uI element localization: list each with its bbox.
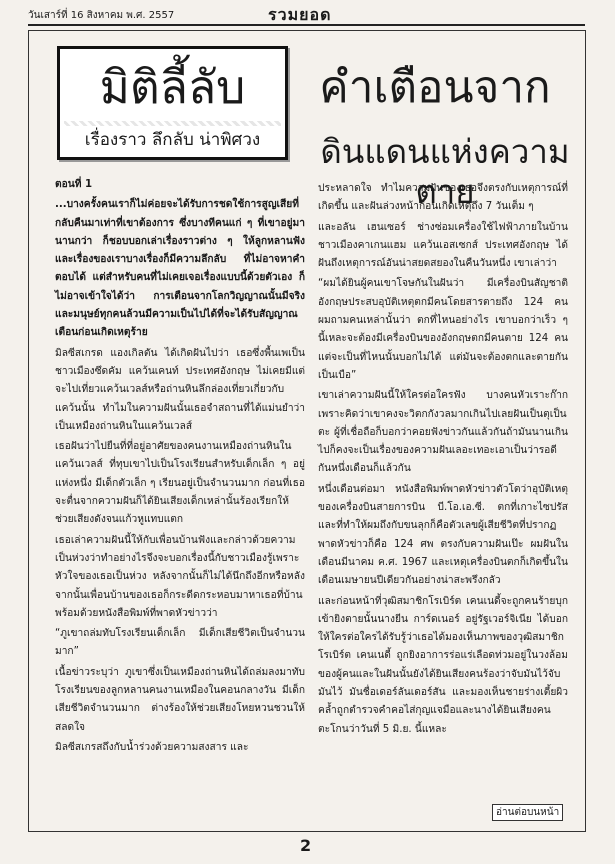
article-title-line2: ดินแดนแห่งความตาย [320, 132, 570, 211]
column-name: มิติลี้ลับ [64, 53, 281, 121]
quote: “ผมได้ยินผู้คนเขาโจษกันในฝันว่า มีเครื่องบินสัญชาติอังกฤษประสบอุบัติเหตุตกมีคนโดยสารตายถึง 124 คน ผมถามคนเหล่านั้นว่า ตกที่ไหนอย่างไร เขาบอกว่าเร็ว ๆ นี้เหละจะต้องมีเครื่องบินของอังกฤษตกมีคนตาย 124 คน แต่จะเป็นที่ไหนนั้นบอกไม่ได้ แต่มันจะต้องตกและตายกันเป็นเบือ” [318, 278, 568, 381]
paragraph: เขาเล่าความฝันนี้ให้ใครต่อใครฟัง บางคนหัวเราะก๊าก เพราะคิดว่าเขาคงจะวิตกกังวลมากเกินไปเลยฝันเป็นตุเป็นตะ ผู้ที่เชื่อถือก็บอกว่าคอยฟังข่าวกันแล้วกันถ้ามันนานเกินไปก็คงจะเป็นเรื่องของความฝันเลอะเทอะเอาเป็นว่ารอดีกันหนึ่งเดือนก็แล้วกัน [318, 390, 568, 475]
episode-label: ตอนที่ 1 [55, 179, 93, 190]
paragraph: เธอฝันว่าไปยืนที่ที่อยู่อาศัยของคนงานเหมืองถ่านหินในแคว้นเวลส์ ที่ทุบเขาไปเป็นโรงเรียนสำหรับเด็กเล็ก ๆ อยู่แห่งหนึ่ง มีเด็กตัวเล็ก ๆ เรียนอยู่เป็นจำนวนมาก ก่อนที่เธอจะตื่นจากความฝันก็ได้ยินเสียงเด็กเหล่านั้นร้องเรียกให้ช่วยเสียงดังจนแก้วหูแทบแตก [55, 441, 305, 526]
right-column [318, 180, 568, 741]
left-column [55, 176, 305, 759]
publication-logo: รวมยอด [268, 5, 332, 24]
paragraph: มิลซีสเกรด แองเกิลตัน ได้เกิดฝันไปว่า เธอซึ่งพื้นเพเป็นชาวเมืองซึดคัม แคว้นเคนท์ ประเทศอังกฤษ ไม่เคยมีแต่จะไปเที่ยวแคว้นเวลส์หรือถ่านหินลึกล่องเที่ยวเกี่ยวกับแคว้นนั้น ทำไมในความฝันนั้นเธอจำสถานที่ได้แม่นยำว่าเป็นเหมืองถ่านหินในแคว้นเวลส์ [55, 347, 305, 432]
paragraph: เธอเล่าความฝันนี้ให้กับเพื่อนบ้านฟังและกล่าวด้วยความเป็นห่วงว่าทำอย่างไรจึงจะบอกเรื่องนี้กับชาวเมืองรู้เพราะหัวใจของเธอเป็นห่วง หลังจากนั้นก็ไม่ได้นึกถึงอีกหรือหลังจากนั้นเพื่อนบ้านของเธอก็กระดีดกระหอบมาหาเธอที่บ้านพร้อมด้วยหนังสือพิมพ์ที่พาดหัวข่าวว่า [55, 534, 305, 619]
column-tagline: เรื่องราว ลึกลับ น่าพิศวง [64, 126, 281, 153]
paragraph: และก่อนหน้าที่วุฒิสมาชิกโรเบิร์ต เคนเนดี้จะถูกคนร้ายบุกเข้ายิงตายนั้นนางยีน การ์ดเนอร์ อยู่รัฐเวอร์จิเนีย ได้บอกให้ใครต่อใครได้รับรู้ว่าเธอได้มองเห็นภาพของวุฒิสมาชิกโรเบิร์ต เคนเนดี้ ถูกยิงอาการร่อแร่เลือดท่วมอยู่ในวงล้อมของผู้คนและในฝันนั้นยังได้ยินเสียงคนร้องว่าจับมันไว้จับมันไว้ มันชื่อเดอร์ลันเดอร์สัน และมองเห็นชายร่างเตี้ยผิวคล้ำถูกตำรวจคำคอไส่กุญแจมือและนางได้ยินเสียงคนตะโกนว่าวันที่ 5 มิ.ย. นี้แหละ [318, 595, 568, 735]
issue-date: วันเสาร์ที่ 16 สิงหาคม พ.ศ. 2557 [28, 10, 175, 21]
paragraph: มิลซีสเกรสถึงกับน้ำร่วงด้วยความสงสาร และ [55, 741, 249, 753]
header-rule [28, 24, 585, 26]
page-number: 2 [300, 836, 312, 855]
intro-paragraph: ...บางครั้งคนเราก็ไม่ค่อยจะได้รับการชดใช้การสูญเสียที่กลับคืนมาเท่าที่เขาต้องการ ซึ่งบางทีคนแก่ ๆ ที่เขาอยู่มานานกว่า ก็ชอบบอกเล่าเรื่องราวต่าง ๆ ให้ลูกหลานฟัง และเรื่องของเราบางเรื่องก็มีความลึกลับ ที่ไม่อาจหาคำตอบได้ แต่สำหรับคนที่ไม่เคยเจอเรื่องแบบนี้ด้วยตัวเอง ก็ไม่อาจเข้าใจได้ว่า การเตือนจากโลกวิญญาณนั้นมีจริง และมนุษย์ทุกคนล้วนมีความเป็นไปได้ที่จะได้รับสัญญาณเตือนก่อนเกิดเหตุร้าย [55, 199, 305, 339]
paragraph: และอลัน เฮนเซอร์ ช่างซ่อมเครื่องใช้ไฟฟ้าภายในบ้านชาวเมืองคาเกนแฮม แคว้นเอสเซกส์ ประเทศอังกฤษ ได้ฝันถึงเหตุการณ์อันน่าสยดสยองในคืนวันหนึ่ง เขาเล่าว่า [318, 221, 568, 270]
article-title-line1: คำเตือนจาก [319, 62, 551, 113]
column-logo [57, 46, 288, 160]
paragraph: เนื้อข่าวระบุว่า ภูเขาซึ่งเป็นเหมืองถ่านหินได้ถล่มลงมาทับโรงเรียนของลูกหลานคนงานเหมืองในคอนกลางวัน มีเด็กเสียชีวิตจำนวนมาก ต่างร้องให้ช่วยเสียงโหยหวนชวนให้สลดใจ [55, 666, 305, 733]
continued-on-link[interactable]: อ่านต่อบนหน้า [492, 804, 563, 821]
paragraph: ประหลาดใจ ทำไมความฝันของเธอจึงตรงกับเหตุการณ์ที่เกิดขึ้น และฝันล่วงหน้าก่อนเกิดเหตุถึง 7 วันเต็ม ๆ [318, 183, 568, 213]
quote: “ภูเขาถล่มทับโรงเรียนเด็กเล็ก มีเด็กเสียชีวิตเป็นจำนวนมาก” [55, 628, 305, 658]
paragraph: หนึ่งเดือนต่อมา หนังสือพิมพ์พาดหัวข่าวตัวโตว่าอุบัติเหตุของเครื่องบินสายการบิน บี.โอ.เอ.ซี. ตกที่เกาะไซปรัส และที่ทำให้ผมถึงกับขนลุกก็คือตัวเลขผู้เสียชีวิตที่ปรากฏพาดหัวข่าวก็คือ 124 ศพ ตรงกับความฝันเป๊ะ ผมฝันในเดือนมีนาคม ค.ศ. 1967 และเหตุเครื่องบินตกก็เกิดขึ้นในเดือนเมษายนปีเดียวกันอย่างน่าสะพรึงกลัว [318, 483, 568, 587]
